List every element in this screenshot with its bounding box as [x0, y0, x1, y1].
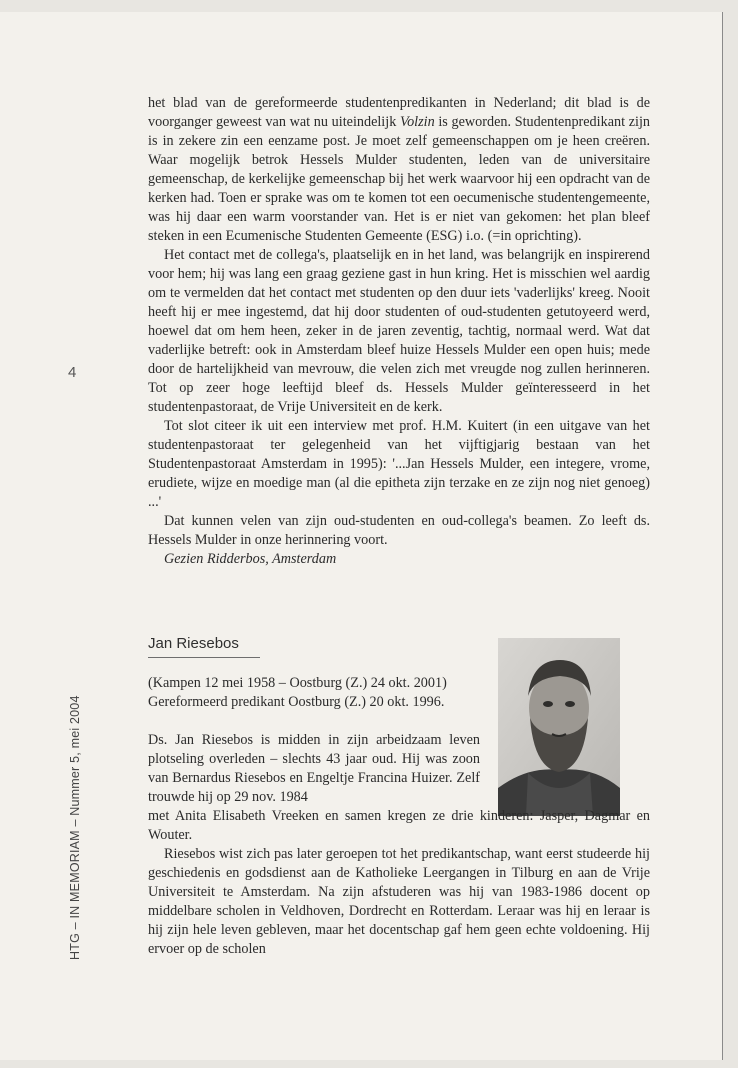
spacer [148, 712, 650, 731]
heading-rule [148, 657, 260, 658]
article-body-hessels-mulder [148, 94, 650, 569]
paragraph [148, 94, 650, 246]
paragraph: Riesebos wist zich pas later geroepen tot het predikantschap, want eerst studeerde hij geschiedenis en godsdienst aan de Katholieke Leergangen in Tilburg en aan de Vrije Universiteit te Amsterdam. Na zijn afstuderen was hij van 1983-1986 docent op middelbare scholen in Veldhoven, Dordrecht en Rotterdam. Leraar was hij en leraar is hij zijn hele leven gebleven, maar het docentschap gaf hem geen echte voldoening. Hij ervoer op de scholen [148, 846, 650, 957]
author-signature: Gezien Ridderbos, Amsterdam [164, 551, 337, 567]
text-run: ) i.o. (=in oprichting). [457, 228, 582, 244]
paragraph: Ds. Jan Riesebos is midden in zijn arbeidzaam leven plotseling overleden – slechts 43 jaar oud. Hij was zoon van Bernardus Riesebos en Engeltje Francina Huizer. Zelf trouwde hij op 29 nov. 1984 [148, 732, 480, 805]
page [0, 12, 723, 1060]
birth-death-dates: (Kampen 12 mei 1958 – Oostburg (Z.) 24 okt. 2001) [148, 675, 447, 691]
page-number: 4 [68, 364, 77, 381]
ministry-info: Gereformeerd predikant Oostburg (Z.) 20 okt. 1996. [148, 694, 445, 710]
running-footer: HTG – IN MEMORIAM – Nummer 5, mei 2004 [68, 695, 82, 960]
paragraph: Het contact met de collega's, plaatselijk en in het land, was belangrijk en inspirerend voor hem; hij was lang een graag geziene gast in hun kring. Het is misschien wel aardig om te vermelden dat het contact met studenten op den duur iets 'vaderlijks' kreeg. Nooit heeft hij er mee ingestemd, dat hij door studenten of oud-studenten getutoyeerd werd, hoewel dat om hem heen, zeker in de jaren zeventig, tachtig, normaal werd. Wat dat vaderlijke betreft: ook in Amsterdam bleef huize Hessels Mulder een open huis; mede door de hartelijkheid van mevrouw, die velen zich met vreugde nog zullen herinneren. Tot op zeer hoge leeftijd bleef ds. Hessels Mulder geïnteresseerd in het studentenpastoraat, de Vrije Universiteit en de kerk. [148, 247, 650, 415]
section-heading: Jan Riesebos [148, 635, 239, 652]
abbreviation: ESG [430, 228, 458, 244]
article-body-riesebos [148, 674, 650, 959]
magazine-title: Volzin [399, 114, 435, 130]
text-run: is geworden. Studentenpredikant zijn is in zekere zin een eenzame post. Je moet zelf gemeenschappen om je heen creëren. Waar mogelijk betrok Hessels Mulder studenten, leden van de universitaire gemeenschap, de kerkelijke gemeenschap bij het werk waarvoor hij een opdracht van de kerken had. Toen er sprake was om te komen tot een oecumenische studentengemeente, was hij daar een warm voorstander van. Het is er niet van gekomen: het plan bleef steken in een Ecumenische Studenten Gemeente ( [148, 114, 650, 244]
paragraph: met Anita Elisabeth Vreeken en samen kregen ze drie kinderen: Jasper, Dagmar en Wouter. [148, 808, 650, 843]
paragraph: Dat kunnen velen van zijn oud-studenten en oud-collega's beamen. Zo leeft ds. Hessels Mulder in onze herinnering voort. [148, 513, 650, 548]
text-run: het blad van de gereformeerde studentenpredikanten in Nederland; dit blad is de voorganger geweest van wat nu uiteindelijk [148, 95, 650, 130]
paragraph: Tot slot citeer ik uit een interview met prof. H.M. Kuitert (in een uitgave van het studentenpastoraat ter gelegenheid van het vijftigjarig bestaan van het Studentenpastoraat Amsterdam in 1995): '...Jan Hessels Mulder, een integere, vrome, erudiete, wijze en moedige man (al die epitheta zijn terzake en ze zijn nog niet genoeg) ...' [148, 418, 650, 510]
